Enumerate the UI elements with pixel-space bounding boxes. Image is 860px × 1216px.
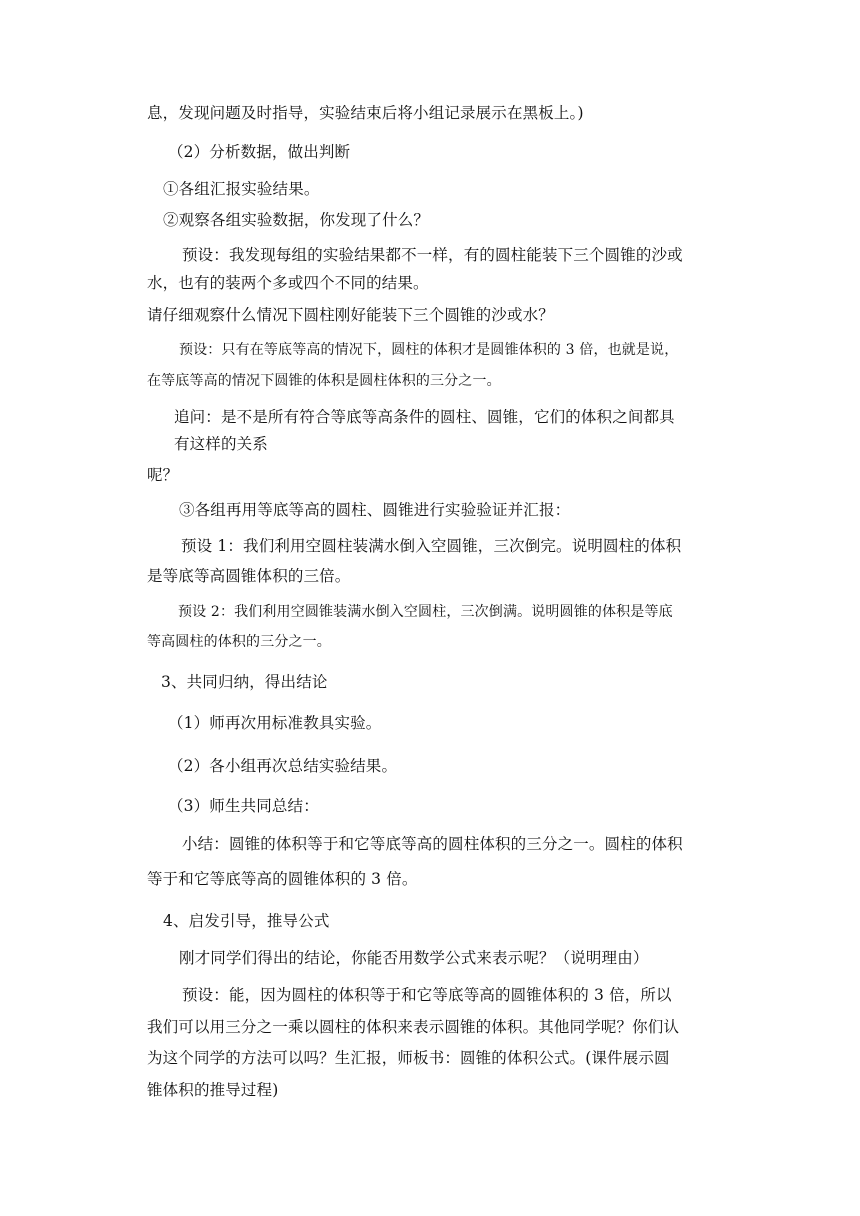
paragraph-line: 我们可以用三分之一乘以圆柱的体积来表示圆锥的体积。其他同学呢？你们认 — [147, 1018, 680, 1036]
paragraph-line: 请仔细观察什么情况下圆柱刚好能装下三个圆锥的沙或水？ — [147, 306, 554, 324]
paragraph-line: 锥体积的推导过程) — [147, 1081, 279, 1099]
paragraph-line: 是等底等高圆锥体积的三倍。 — [147, 567, 351, 585]
paragraph-line: 呢？ — [147, 466, 179, 484]
paragraph-line: 预设：能，因为圆柱的体积等于和它等底等高的圆锥体积的 3 倍，所以 — [182, 986, 672, 1004]
section-heading: 3、共同归纳，得出结论 — [161, 673, 328, 691]
paragraph-line: 刚才同学们得出的结论，你能否用数学公式来表示呢？（说明理由） — [179, 949, 649, 967]
list-item: （3）师生共同总结： — [168, 797, 319, 815]
list-item: （1）师再次用标准教具实验。 — [168, 714, 382, 732]
subsection-heading: （2）分析数据，做出判断 — [168, 143, 351, 161]
paragraph-line: 为这个同学的方法可以吗？生汇报，师板书：圆锥的体积公式。(课件展示圆 — [147, 1049, 670, 1067]
paragraph-line: 水，也有的装两个多或四个不同的结果。 — [147, 274, 429, 292]
section-heading: 4、启发引导，推导公式 — [163, 912, 330, 930]
paragraph-line: 预设 1：我们利用空圆柱装满水倒入空圆锥，三次倒完。说明圆柱的体积 — [181, 537, 682, 555]
paragraph-line: 等于和它等底等高的圆锥体积的 3 倍。 — [147, 870, 418, 888]
paragraph-line: 预设 2：我们利用空圆锥装满水倒入空圆柱，三次倒满。说明圆锥的体积是等底 — [178, 604, 673, 620]
list-item: ③各组再用等底等高的圆柱、圆锥进行实验验证并汇报： — [179, 501, 571, 519]
paragraph-line: 小结：圆锥的体积等于和它等底等高的圆柱体积的三分之一。圆柱的体积 — [182, 835, 683, 853]
paragraph-line: 息，发现问题及时指导，实验结束后将小组记录展示在黑板上。) — [147, 104, 584, 122]
paragraph-line: 预设：只有在等底等高的情况下，圆柱的体积才是圆锥体积的 3 倍，也就是说， — [179, 342, 679, 358]
paragraph-line: 在等底等高的情况下圆锥的体积是圆柱体积的三分之一。 — [147, 373, 501, 389]
paragraph-line: 有这样的关系 — [174, 435, 268, 453]
list-item: ②观察各组实验数据，你发现了什么？ — [163, 211, 430, 229]
paragraph-line: 追问：是不是所有符合等底等高条件的圆柱、圆锥，它们的体积之间都具 — [174, 408, 675, 426]
paragraph-line: 等高圆柱的体积的三分之一。 — [147, 634, 331, 650]
list-item: （2）各小组再次总结实验结果。 — [168, 757, 398, 775]
list-item: ①各组汇报实验结果。 — [163, 180, 320, 198]
paragraph-line: 预设：我发现每组的实验结果都不一样，有的圆柱能装下三个圆锥的沙或 — [182, 246, 683, 264]
